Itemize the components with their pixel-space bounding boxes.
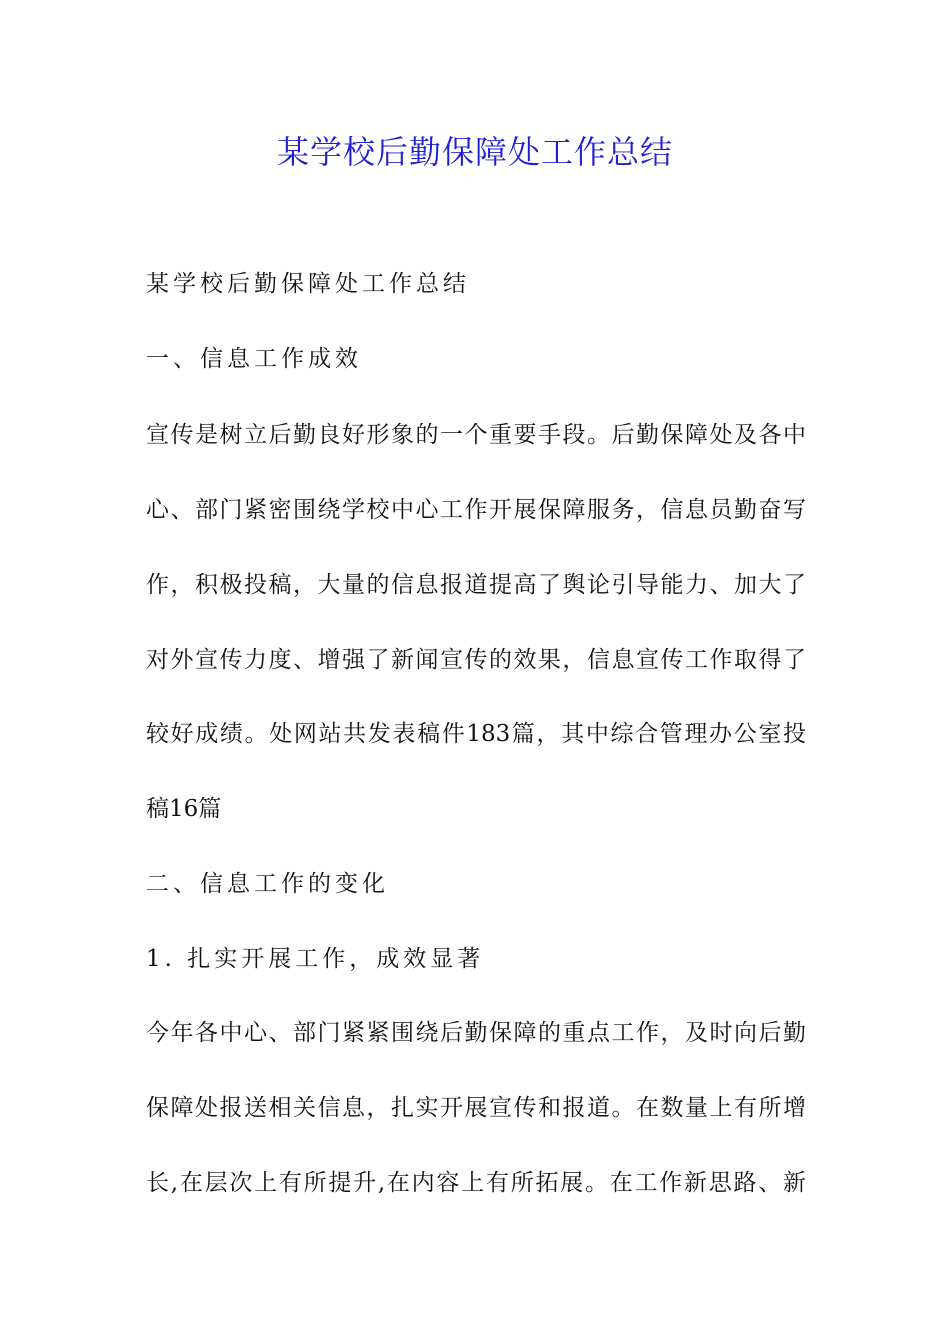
paragraph-line: 心、部门紧密围绕学校中心工作开展保障服务，信息员勤奋写: [146, 497, 806, 523]
document-title: 某学校后勤保障处工作总结: [276, 133, 673, 171]
paragraph-line: 保障处报送相关信息，扎实开展宣传和报道。在数量上有所增: [146, 1095, 806, 1121]
paragraph-line: 宣传是树立后勤良好形象的一个重要手段。后勤保障处及各中: [146, 422, 806, 448]
paragraph-line: 对外宣传力度、增强了新闻宣传的效果，信息宣传工作取得了: [146, 647, 806, 673]
subsection-heading-1: 1. 扎实开展工作，成效显著: [146, 946, 485, 972]
paragraph-line: 今年各中心、部门紧紧围绕后勤保障的重点工作，及时向后勤: [146, 1020, 806, 1046]
paragraph-line: 稿16篇: [146, 796, 222, 822]
paragraph-line: 长,在层次上有所提升,在内容上有所拓展。在工作新思路、新: [146, 1170, 806, 1196]
body-line-subtitle: 某学校后勤保障处工作总结: [146, 271, 470, 297]
paragraph-line: 较好成绩。处网站共发表稿件183篇，其中综合管理办公室投: [146, 721, 806, 747]
section-heading-1: 一、信息工作成效: [146, 346, 362, 372]
paragraph-line: 作，积极投稿，大量的信息报道提高了舆论引导能力、加大了: [146, 572, 806, 598]
section-heading-2: 二、信息工作的变化: [146, 871, 389, 897]
